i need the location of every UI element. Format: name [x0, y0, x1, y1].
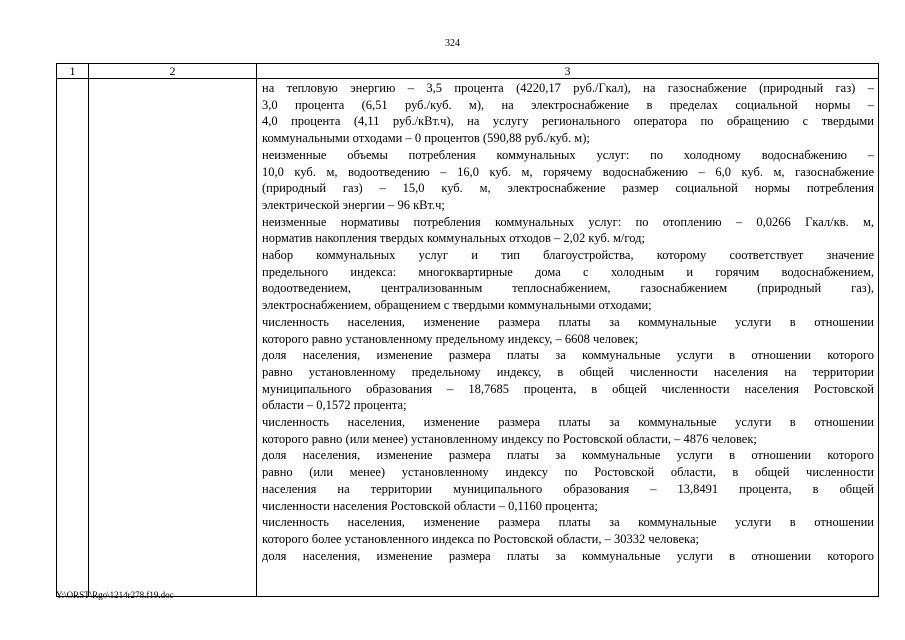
text-line: электрической энергии – 96 кВт.ч;	[262, 197, 445, 212]
text-line: населения на территории муниципального образования – 13,8491 процента, в общей	[262, 481, 874, 496]
text-line: неизменные объемы потребления коммунальных услуг: по холодному водоснабжению –	[262, 147, 874, 162]
text-line: норматив накопления твердых коммунальных отходов – 2,02 куб. м/год;	[262, 231, 645, 246]
column-header-3: 3	[257, 64, 879, 79]
column-header-2: 2	[89, 64, 257, 79]
cell-column-2	[89, 79, 257, 597]
text-line: которого равно (или менее) установленному индексу по Ростовской области, – 4876 человек;	[262, 431, 757, 446]
text-line: 10,0 куб. м, водоотведению – 16,0 куб. м, горячему водоснабжению – 6,0 куб. м, газоснабжение	[262, 164, 874, 179]
text-line: равно установленному предельному индексу, в общей численности населения на территории	[262, 364, 874, 379]
text-line: 3,0 процента (6,51 руб./куб. м), на электроснабжение в пределах социальной нормы –	[262, 97, 874, 112]
text-line: неизменные нормативы потребления коммунальных услуг: по отоплению – 0,0266 Гкал/кв. м,	[262, 214, 874, 229]
text-line: доля населения, изменение размера платы за коммунальные услуги в отношении которого	[262, 348, 874, 363]
cell-column-1	[57, 79, 89, 597]
text-line: водоотведением, централизованным теплоснабжением, газоснабжением (природный газ),	[262, 281, 874, 296]
text-line: электроснабжением, обращением с твердыми коммунальными отходами;	[262, 298, 652, 313]
text-line: предельного индекса: многоквартирные дома с холодным и горячим водоснабжением,	[262, 264, 874, 279]
page-number: 324	[445, 38, 460, 49]
text-line: доля населения, изменение размера платы за коммунальные услуги в отношении которого	[262, 448, 874, 463]
document-table	[56, 63, 879, 597]
text-line: 4,0 процента (4,11 руб./кВт.ч), на услугу регионального оператора по обращению с твердыми	[262, 114, 874, 129]
text-block	[262, 80, 874, 564]
text-line: области – 0,1572 процента;	[262, 398, 407, 413]
text-line: которого равно установленному предельному индексу, – 6608 человек;	[262, 331, 639, 346]
column-header-1: 1	[57, 64, 89, 79]
text-line: численности населения Ростовской области – 0,1160 процента;	[262, 498, 598, 513]
text-line: численность населения, изменение размера платы за коммунальные услуги в отношении	[262, 515, 874, 530]
text-line: на тепловую энергию – 3,5 процента (4220,17 руб./Гкал), на газоснабжение (природный газ) –	[262, 81, 874, 95]
text-line: численность населения, изменение размера платы за коммунальные услуги в отношении	[262, 415, 874, 430]
text-line: (природный газ) – 15,0 куб. м, электроснабжение размер социальной нормы потребления	[262, 181, 874, 196]
text-line: коммунальными отходами – 0 процентов (590,88 руб./куб. м);	[262, 131, 590, 146]
file-path-footer: Y:\ORST\Rgo\1214r278.f19.doc	[56, 590, 174, 600]
text-line: которого более установленного индекса по Ростовской области, – 30332 человека;	[262, 531, 699, 546]
text-line: муниципального образования – 18,7685 процента, в общей численности населения Ростовской	[262, 381, 874, 396]
table-row	[57, 79, 879, 597]
text-line: равно (или менее) установленному индексу по Ростовской области, в общей численности	[262, 465, 874, 480]
text-line: набор коммунальных услуг и тип благоустройства, которому соответствует значение	[262, 248, 874, 263]
text-line: численность населения, изменение размера платы за коммунальные услуги в отношении	[262, 314, 874, 329]
cell-column-3	[257, 79, 879, 597]
table-header-row	[57, 64, 879, 79]
text-line: доля населения, изменение размера платы за коммунальные услуги в отношении которого	[262, 548, 874, 563]
